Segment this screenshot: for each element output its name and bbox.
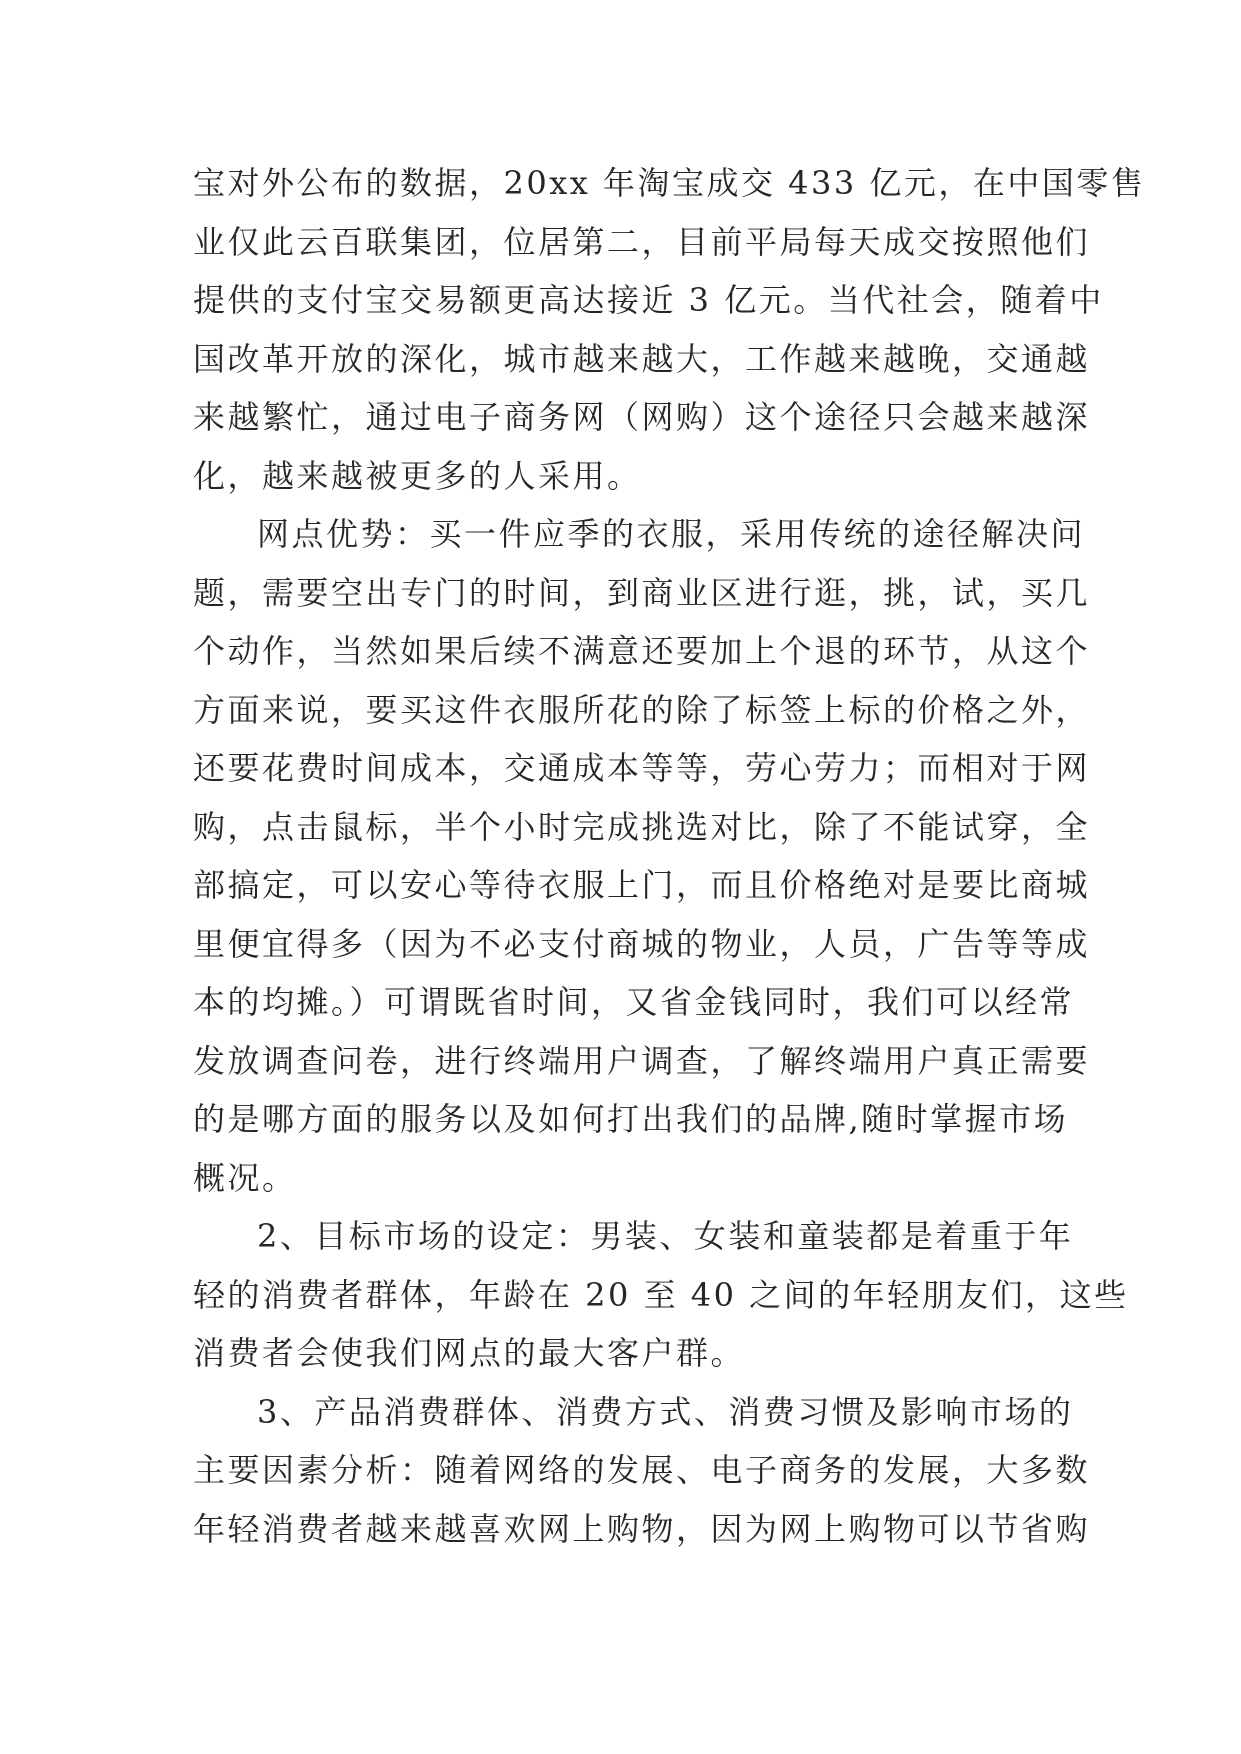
text-line: 3、产品消费群体、消费方式、消费习惯及影响市场的	[257, 1392, 1074, 1431]
text-line: 主要因素分析：随着网络的发展、电子商务的发展，大多数	[193, 1451, 1091, 1489]
text-line: 轻的消费者群体，年龄在 20 至 40 之间的年轻朋友们，这些	[193, 1275, 1129, 1314]
text-line: 本的均摊。）可谓既省时间，又省金钱同时，我们可以经常	[193, 983, 1075, 1021]
text-line: 还要花费时间成本，交通成本等等，劳心劳力；而相对于网	[193, 749, 1091, 787]
text-line: 购，点击鼠标，半个小时完成挑选对比，除了不能试穿，全	[193, 807, 1091, 846]
text-line: 宝对外公布的数据，20xx 年淘宝成交 433 亿元，在中国零售	[193, 164, 1146, 202]
text-line: 网点优势：买一件应季的衣服，采用传统的途径解决问	[257, 515, 1086, 553]
document-body	[193, 154, 1146, 1558]
text-line: 的是哪方面的服务以及如何打出我们的品牌,随时掌握市场	[193, 1100, 1069, 1138]
text-line: 提供的支付宝交易额更高达接近 3 亿元。当代社会，随着中	[193, 281, 1104, 319]
text-line: 里便宜得多（因为不必支付商城的物业，人员，广告等等成	[193, 924, 1091, 963]
text-line: 2、目标市场的设定：男装、女装和童装都是着重于年	[257, 1217, 1074, 1255]
text-line: 化，越来越被更多的人采用。	[193, 456, 642, 495]
text-line: 个动作，当然如果后续不满意还要加上个退的环节，从这个	[193, 632, 1091, 670]
text-line: 题，需要空出专门的时间，到商业区进行逛，挑，试，买几	[193, 573, 1091, 612]
text-line: 国改革开放的深化，城市越来越大，工作越来越晚，交通越	[193, 339, 1091, 378]
text-line: 发放调查问卷，进行终端用户调查，了解终端用户真正需要	[193, 1041, 1091, 1080]
text-line: 消费者会使我们网点的最大客户群。	[193, 1334, 746, 1372]
text-line: 业仅此云百联集团，位居第二，目前平局每天成交按照他们	[193, 222, 1091, 261]
text-line: 概况。	[193, 1158, 297, 1197]
text-line: 方面来说，要买这件衣服所花的除了标签上标的价格之外，	[193, 690, 1091, 729]
text-line: 年轻消费者越来越喜欢网上购物，因为网上购物可以节省购	[193, 1509, 1091, 1548]
text-line: 来越繁忙，通过电子商务网（网购）这个途径只会越来越深	[193, 398, 1091, 436]
text-line: 部搞定，可以安心等待衣服上门，而且价格绝对是要比商城	[193, 866, 1091, 904]
